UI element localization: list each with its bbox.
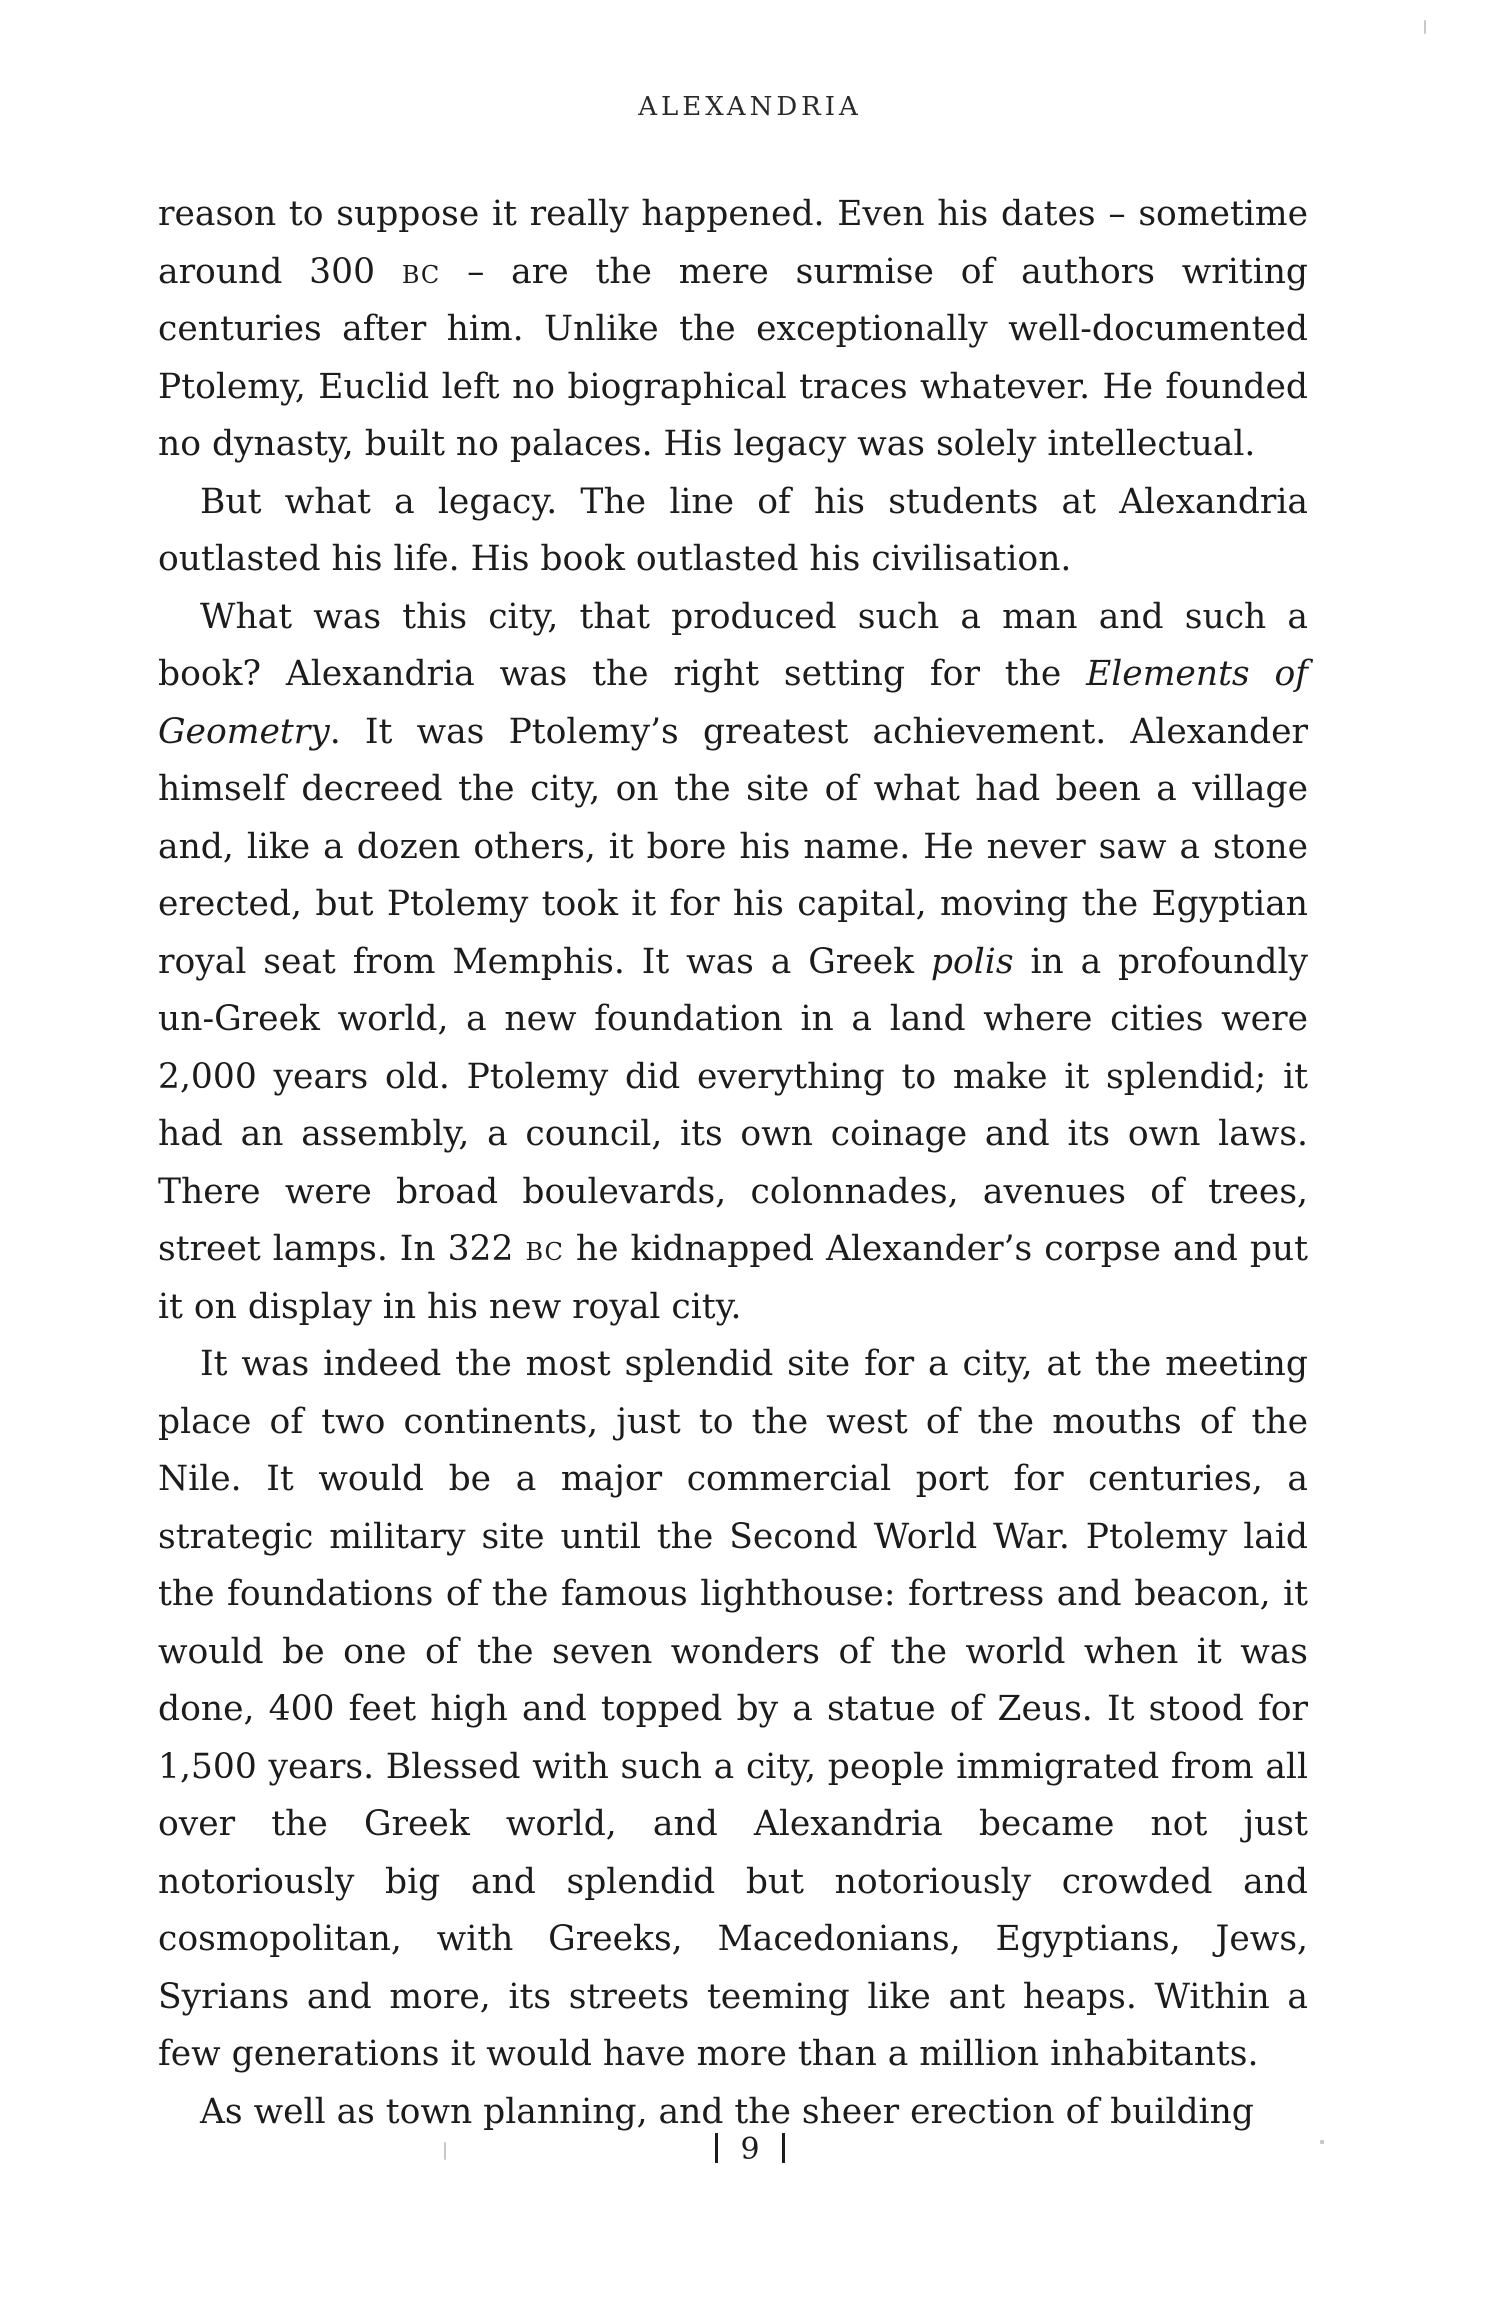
italic-term: polis [930, 941, 1014, 982]
text-run: in a profoundly un-Greek world, a new foundation in a land where cities were 2,000 years old. Ptolemy did everything to make it splendid; it had an assembly, a council, its own coinage and its own laws. There were broad boulevards, colonnades, avenues of trees, street lamps. In 322 [158, 941, 1308, 1269]
folio-rule-left [715, 2133, 718, 2163]
text-run: What was this city, that produced such a man and such a book? Alexandria was the right setting for the [158, 596, 1308, 694]
scan-speck [1424, 20, 1426, 34]
text-run: It was indeed the most splendid site for a city, at the meeting place of two continents, just to the west of the mouths of the Nile. It would be a major commercial port for centuries, a strategic military site until the Second World War. Ptolemy laid the foundations of the famous lighthouse: fortress and beacon, it would be one of the seven wonders of the world when it was done, 400 feet high and topped by a statue of Zeus. It stood for 1,500 years. Blessed with such a city, people immigrated from all over the Greek world, and Alexandria became not just notoriously big and splendid but notoriously crowded and cosmopolitan, with Greeks, Macedonians, Egyptians, Jews, Syrians and more, its streets teeming like ant heaps. Within a few generations it would have more than a million inhabitants. [158, 1344, 1308, 2074]
text-run: he kidnapped Alexander’s corpse and put it on display in his new royal city. [158, 1229, 1308, 1327]
page-number: 9 [740, 2132, 760, 2167]
era-abbreviation: bc [401, 251, 441, 292]
book-title: Elements of Geometry [158, 654, 1308, 752]
folio-rule-right [782, 2133, 785, 2163]
paragraph [158, 186, 1308, 474]
running-head: ALEXANDRIA [638, 92, 862, 122]
era-abbreviation: bc [525, 1229, 564, 1269]
page-number-footer [0, 2132, 1500, 2167]
scan-speck [1320, 2140, 1324, 2144]
text-run: – are the mere surmise of authors writing centuries after him. Unlike the exceptionally well-documented Ptolemy, Euclid left no biographical traces whatever. He founded no dynasty, built no palaces. His legacy was solely intellectual. [158, 251, 1308, 464]
text-run: . It was Ptolemy’s greatest achievement. Alexander himself decreed the city, on the site of what had been a village and, like a dozen others, it bore his name. He never saw a stone erected, but Ptolemy took it for his capital, moving the Egyptian royal seat from Memphis. It was a Greek [158, 711, 1308, 982]
paragraph [158, 1336, 1308, 2084]
paragraph [158, 474, 1308, 589]
text-run: reason to suppose it really happened. Even his dates – sometime around 300 [158, 194, 1308, 292]
paragraph [158, 589, 1308, 1337]
text-run: As well as town planning, and the sheer erection of building [200, 2091, 1254, 2132]
body-text [158, 186, 1308, 2141]
text-run: But what a legacy. The line of his students at Alexandria outlasted his life. His book outlasted his civilisation. [158, 481, 1308, 579]
scan-speck [444, 2142, 446, 2160]
